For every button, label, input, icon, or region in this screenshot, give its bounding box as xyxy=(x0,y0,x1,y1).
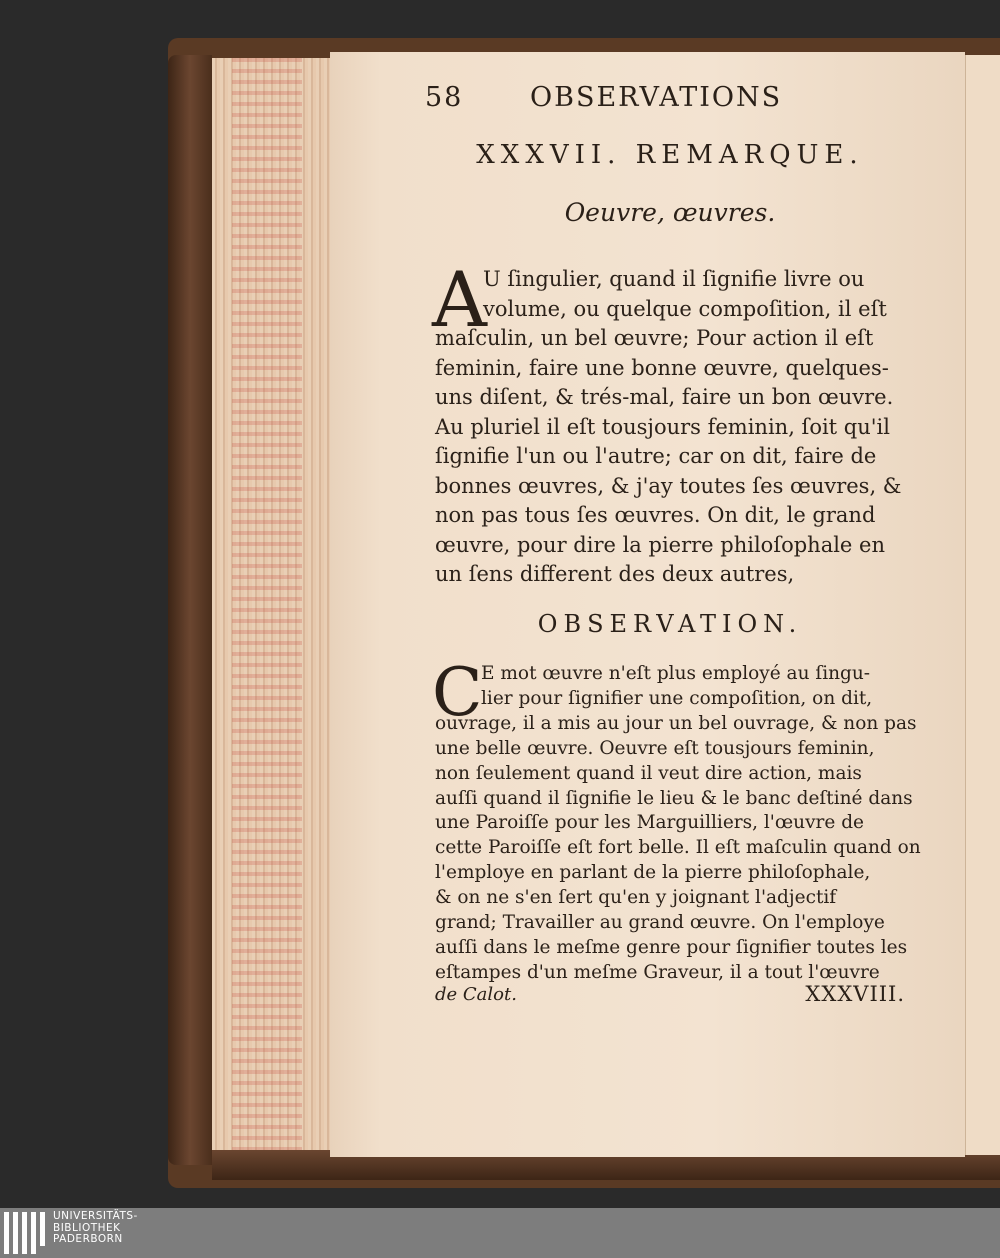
book-cover-edge xyxy=(168,55,212,1165)
text-line: lier pour ſignifier une compoſition, on dit, xyxy=(481,687,873,709)
remarque-paragraph xyxy=(435,265,905,590)
text-line: & on ne s'en ſert qu'en y joignant l'adjectif xyxy=(435,887,837,909)
text-line: une Paroiſſe pour les Marguilliers, l'œuvre de xyxy=(435,812,864,834)
page-fore-edge xyxy=(212,58,330,1156)
text-line: uns diſent, & trés-mal, faire un bon œuvre. xyxy=(435,385,894,409)
library-logo-icon xyxy=(4,1212,48,1254)
page-number: 58 xyxy=(425,82,464,113)
speckled-edge xyxy=(232,58,302,1156)
observation-title: OBSERVATION. xyxy=(537,610,803,638)
text-line: non ſeulement quand il veut dire action, mais xyxy=(435,762,862,784)
library-footer-bar xyxy=(0,1208,1000,1258)
observation-paragraph xyxy=(435,662,921,986)
library-logo-text xyxy=(53,1211,138,1246)
catchword: XXXVIII. xyxy=(805,982,905,1006)
text-line: eſtampes d'un meſme Graveur, il a tout l'œuvre xyxy=(435,961,880,983)
running-head-title: OBSERVATIONS xyxy=(530,82,783,113)
section-subtitle: Oeuvre, œuvres. xyxy=(564,198,776,227)
logo-line: PADERBORN xyxy=(53,1233,123,1245)
last-line-text: de Calot. xyxy=(435,984,517,1005)
text-line: non pas tous ſes œuvres. On dit, le grand xyxy=(435,503,876,527)
text-line: cette Paroiſſe eſt fort belle. Il eſt maſculin quand on xyxy=(435,837,921,859)
drop-capital-a: A xyxy=(432,255,487,344)
text-line: l'employe en parlant de la pierre philoſophale, xyxy=(435,862,871,884)
drop-capital-c: C xyxy=(432,654,483,731)
text-line: Au pluriel il eſt tousjours feminin, ſoit qu'il xyxy=(435,414,890,439)
text-line: auſſi dans le meſme genre pour ſignifier toutes les xyxy=(435,936,908,958)
text-line: U ſingulier, quand il ſignifie livre ou xyxy=(483,267,865,291)
page-bottom-line xyxy=(435,982,905,1012)
text-line: volume, ou quelque compoſition, il eſt xyxy=(483,296,887,321)
text-line: ſignifie l'un ou l'autre; car on dit, faire de xyxy=(435,444,877,468)
text-line: bonnes œuvres, & j'ay toutes ſes œuvres, & xyxy=(435,473,902,498)
text-line: feminin, faire une bonne œuvre, quelques- xyxy=(435,355,889,380)
text-line: œuvre, pour dire la pierre philoſophale en xyxy=(435,532,885,557)
section-title: XXXVII. REMARQUE. xyxy=(476,140,864,170)
text-line: une belle œuvre. Oeuvre eſt tousjours feminin, xyxy=(435,737,875,759)
facing-page-edge xyxy=(965,55,1000,1155)
text-line: E mot œuvre n'eſt plus employé au ſingu- xyxy=(481,663,871,684)
logo-line: UNIVERSITÄTS- xyxy=(53,1210,138,1222)
text-line: grand; Travailler au grand œuvre. On l'employe xyxy=(435,912,885,934)
text-line: auſſi quand il ſignifie le lieu & le banc deſtiné dans xyxy=(435,787,913,809)
text-line: ouvrage, il a mis au jour un bel ouvrage, & non pas xyxy=(435,712,917,734)
text-line: maſculin, un bel œuvre; Pour action il eſt xyxy=(435,326,874,350)
running-header xyxy=(425,82,905,116)
text-line: un ſens different des deux autres, xyxy=(435,562,795,586)
logo-line: BIBLIOTHEK xyxy=(53,1221,121,1234)
